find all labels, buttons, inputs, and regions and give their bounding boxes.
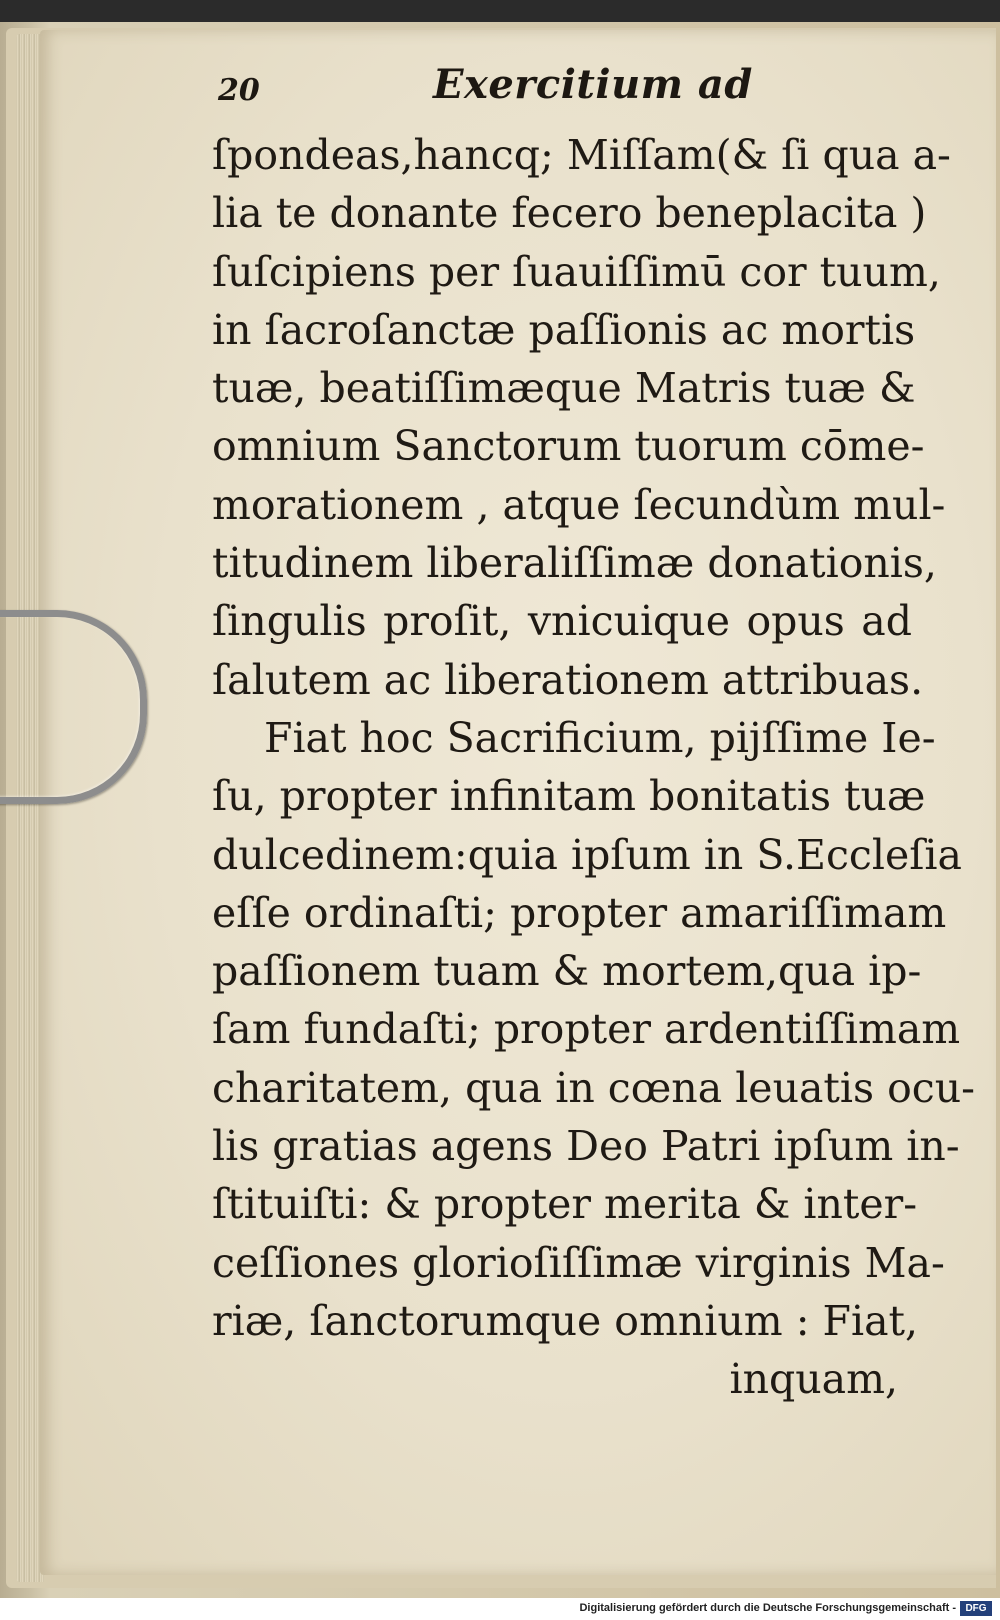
funding-credit: Digitalisierung gefördert durch die Deutsche Forschungsgemeinschaft -	[579, 1602, 956, 1614]
dfg-logo: DFG	[960, 1601, 992, 1616]
text-line: morationem , atque ſecundùm mul-	[212, 480, 946, 529]
text-line: charitatem, qua in cœna leuatis ocu-	[212, 1063, 975, 1112]
text-line: tuæ, beatiſſimæque Matris tuæ &	[212, 364, 916, 413]
page-number: 20	[218, 73, 260, 108]
text-line: Fiat hoc Sacrificium, pijſſime Ie-	[264, 713, 936, 762]
text-line: titudinem liberaliſſimæ donationis,	[212, 539, 937, 588]
catchword: inquam,	[729, 1355, 898, 1404]
text-line: omnium Sanctorum tuorum cōme-	[212, 422, 925, 471]
text-line: ſu, propter infinitam bonitatis tuæ	[212, 772, 926, 821]
text-line: in ſacroſanctæ paſſionis ac mortis	[212, 305, 916, 354]
text-line: ſuſcipiens per ſuauiſſimū cor tuum,	[212, 247, 941, 296]
text-line: riæ, ſanctorumque omnium : Fiat,	[212, 1296, 919, 1345]
text-line: ſingulis proſit, vnicuique opus ad	[212, 597, 912, 646]
text-line: ſtituiſti: & propter merita & inter-	[212, 1180, 918, 1229]
text-line: ſalutem ac liberationem attribuas.	[212, 655, 924, 704]
text-line: lis gratias agens Deo Patri ipſum in-	[212, 1122, 960, 1171]
body-text	[212, 126, 975, 1409]
text-line: ceſſiones glorioſiſſimæ virginis Ma-	[212, 1238, 945, 1287]
digitization-footer	[0, 1598, 1000, 1620]
text-line: paſſionem tuam & mortem,qua ip-	[212, 947, 922, 996]
running-head: Exercitium ad	[433, 61, 753, 108]
page-header	[218, 55, 918, 115]
text-line: lia te donante fecero beneplacita )	[212, 189, 927, 238]
text-line: ſam fundaſti; propter ardentiſſimam	[212, 1005, 961, 1054]
text-line: eſſe ordinaſti; propter amariſſimam	[212, 888, 947, 937]
text-line: dulcedinem:quia ipſum in S.Eccleſia	[212, 830, 962, 879]
text-line: ſpondeas,hancq; Miſſam(& ſi qua a-	[212, 131, 951, 179]
